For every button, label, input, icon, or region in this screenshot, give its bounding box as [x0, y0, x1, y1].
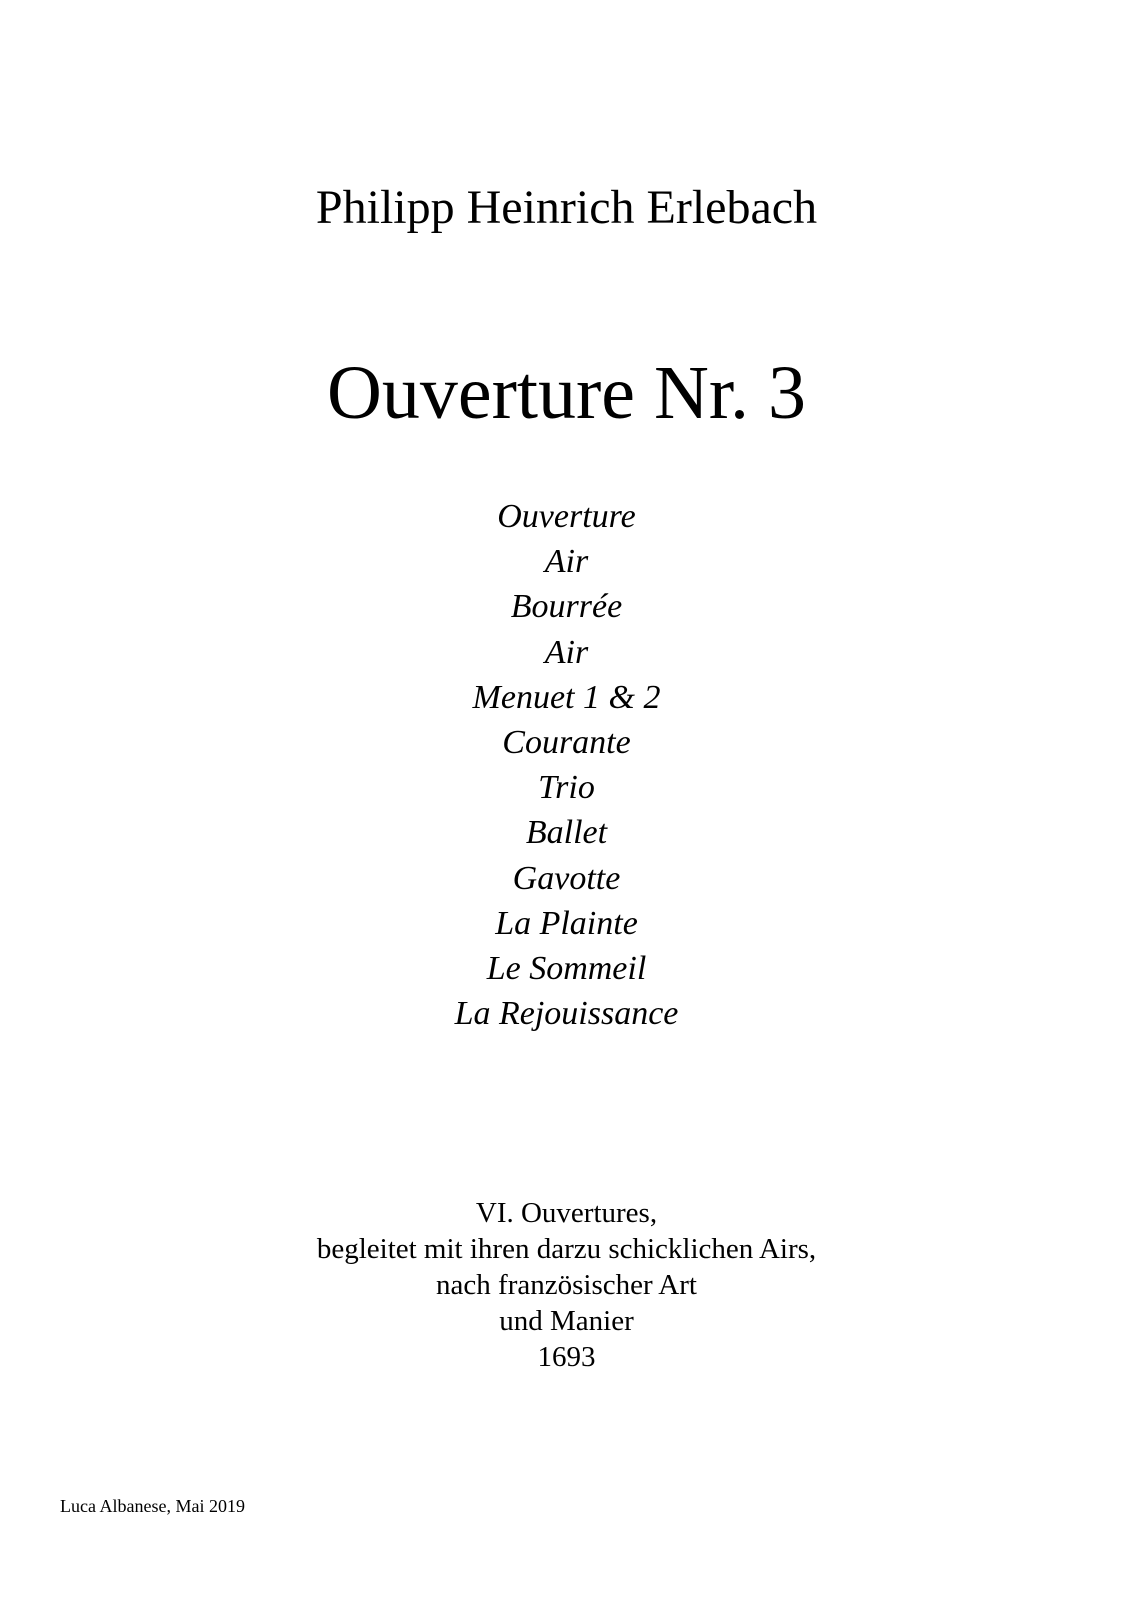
movement-item: Air	[544, 633, 589, 671]
source-line: nach französischer Art	[436, 1269, 697, 1301]
editor-credit: Luca Albanese, Mai 2019	[60, 1496, 245, 1516]
movement-item: Courante	[502, 723, 631, 761]
composer-name: Philipp Heinrich Erlebach	[315, 181, 818, 234]
movement-item: Menuet 1 & 2	[472, 678, 661, 716]
movement-item: Trio	[538, 769, 595, 807]
source-description	[0, 1195, 1133, 1375]
movement-item: Bourrée	[510, 588, 623, 626]
movement-item: Ouverture	[497, 498, 636, 535]
movement-item: La Rejouissance	[454, 995, 679, 1033]
page-title: Ouverture Nr. 3	[326, 351, 807, 435]
movement-item: Ballet	[525, 814, 608, 852]
source-year: 1693	[537, 1341, 596, 1373]
source-line: begleitet mit ihren darzu schicklichen Airs,	[316, 1233, 817, 1265]
movement-item: La Plainte	[495, 904, 638, 942]
movement-list	[0, 494, 1133, 1036]
source-line: VI. Ouvertures,	[475, 1197, 658, 1229]
source-line: und Manier	[499, 1305, 634, 1337]
movement-item: Gavotte	[512, 859, 621, 897]
movement-item: Le Sommeil	[486, 949, 647, 987]
movement-item: Air	[544, 543, 589, 581]
